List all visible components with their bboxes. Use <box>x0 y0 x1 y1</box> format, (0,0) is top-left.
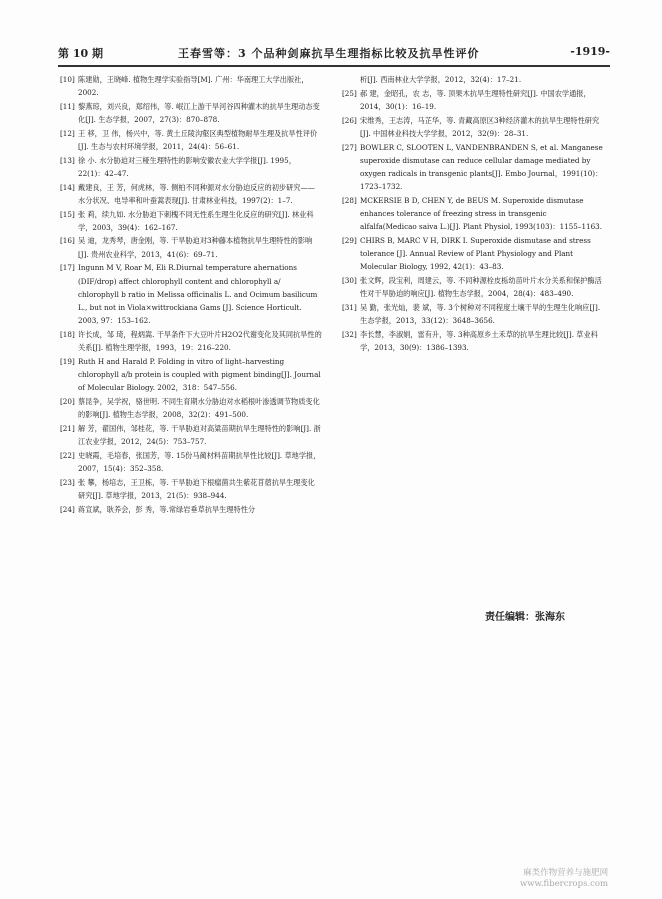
reference-item <box>60 100 322 126</box>
reference-item <box>60 181 322 207</box>
reference-number: [32] <box>342 329 357 339</box>
reference-item <box>60 355 322 395</box>
reference-text: 王 移，卫 伟，杨兴中，等. 黄土丘陵沟壑区典型植物耐旱生理及抗旱性评价[J]. 生态与农村环境学报，2011，24(4)：56–61. <box>78 128 318 152</box>
reference-item <box>60 422 322 448</box>
reference-text: BOWLER C, SLOOTEN L, VANDENBRANDEN S, et al. Manganese superoxide dismutase can reduce cellular damage mediated by oxygen radicals in transgenic plants[J]. Embo Journal，1991(10)：1723–1732. <box>360 142 603 192</box>
reference-item <box>60 154 322 180</box>
reference-text: 蔡昆争，吴学祝，骆世明. 不同生育期水分胁迫对水稻根叶渗透调节物质变化的影响[J]. 植物生态学报，2008，32(2)：491–500. <box>78 396 320 420</box>
issue-label: 第 10 期 <box>58 47 103 60</box>
reference-number: [26] <box>342 115 357 125</box>
reference-number: [11] <box>60 101 75 111</box>
watermark-line: www.fibercrops.com <box>520 879 609 889</box>
references-right-column <box>342 73 604 355</box>
references-left-column <box>60 73 322 516</box>
reference-number: [14] <box>60 182 75 192</box>
page-number: -1919- <box>570 45 610 58</box>
reference-number: [15] <box>60 209 75 219</box>
reference-text: 黎燕琼，刘兴良，郑绍伟，等. 岷江上游干旱河谷四种灌木的抗旱生理动态变化[J]. 生态学报，2007，27(3)：870–878. <box>78 101 320 125</box>
reference-item <box>60 503 322 516</box>
reference-number: [25] <box>342 88 357 98</box>
reference-text: 蒋宣斌，耿养会，彭 秀，等.常绿岩垂草抗旱生理特性分 <box>78 504 256 514</box>
reference-text: CHIRS B, MARC V H, DIRK I. Superoxide dismutase and stress tolerance [J]. Annual Review of Plant Physiology and Plant Molecular Biology, 1992, 42(1)：43–83. <box>360 235 591 272</box>
reference-number: [30] <box>342 276 357 286</box>
reference-number <box>342 73 360 86</box>
reference-item <box>342 73 604 86</box>
reference-item <box>60 127 322 153</box>
reference-number: [24] <box>60 504 75 514</box>
reference-item <box>60 234 322 260</box>
reference-text: Ingunn M V, Roar M, Eli R.Diurnal temperature ahernations (DIF/drop) affect chlorophyll content and chlorophyll a/ chlorophyll b ratio in Melissa officinalis L. and Ocimum basilicum L., but not in Viola×wittrockiana Gams [J]. Science Horticult. 2003, 97：153–162. <box>78 263 318 326</box>
reference-item <box>342 274 604 300</box>
reference-text: 李长慧，李淑娟，雷有升，等. 3种高原乡土禾草的抗旱生理比较[J]. 草业科学，2013，30(9)：1386–1393. <box>360 329 598 353</box>
reference-text: Ruth H and Harald P. Folding in vitro of light–harvesting chlorophyll a/b protein is coupled with pigment binding[J]. Journal of Molecular Biology. 2002，318：547–556. <box>78 356 321 393</box>
reference-text: 郝 建，金昭孔，农 志，等. 顶果木抗旱生理特性研究[J]. 中国农学通报，2014，30(1)：16–19. <box>360 88 591 111</box>
header-rule <box>58 65 610 67</box>
reference-text: 吴 勤，张光灿，裴 斌，等. 3个树种对不同程度土壤干旱的生理生化响应[J]. 生态学报，2013，33(12)：3648–3656. <box>360 302 601 326</box>
reference-number: [27] <box>342 142 357 152</box>
reference-item <box>342 234 604 274</box>
watermark-line: 麻类作物营养与施肥网 <box>523 868 609 878</box>
reference-number: [21] <box>60 423 75 433</box>
reference-number: [17] <box>60 263 75 273</box>
site-watermark <box>520 868 608 890</box>
reference-item <box>60 208 322 234</box>
reference-text: MCKERSIE B D, CHEN Y, de BEUS M. Superoxide dismutase enhances tolerance of freezing stress in transgenic alfalfa(Medicao saiva L.)[J]. Plant Physiol, 1993(103)：1155–1163. <box>360 195 603 232</box>
reference-text: 张 攀，杨培志，王卫栋，等. 干旱胁迫下根瘤菌共生紫花苜蓿抗旱生理变化研究[J]. 草地学报，2013，21(5)：938–944. <box>78 477 315 500</box>
reference-number: [29] <box>342 235 357 245</box>
reference-number: [16] <box>60 236 75 246</box>
reference-number: [20] <box>60 396 75 406</box>
reference-number: [12] <box>60 128 75 138</box>
reference-item <box>60 261 322 327</box>
reference-number: [31] <box>342 302 357 312</box>
article-title: 王春雪等：3 个品种剑麻抗旱生理指标比较及抗旱性评价 <box>178 47 480 60</box>
reference-number: [28] <box>342 195 357 205</box>
reference-text: 许长成，邹 琦，程炳嵩. 干旱条件下大豆叶片H2O2代谢变化及其同抗旱性的关系[J]. 植物生理学报，1993，19：216–220. <box>78 329 322 353</box>
reference-item <box>60 476 322 502</box>
reference-item <box>60 449 322 475</box>
reference-number: [23] <box>60 477 75 487</box>
reference-number: [10] <box>60 75 75 84</box>
responsible-editor: 责任编辑：张海东 <box>485 612 565 623</box>
reference-item <box>60 328 322 354</box>
reference-item <box>60 395 322 421</box>
reference-item <box>342 141 604 194</box>
reference-number: [18] <box>60 329 75 339</box>
reference-item <box>342 194 604 234</box>
reference-text: 解 芳，翟国伟，邹桂花，等. 干旱胁迫对高粱苗期抗旱生理特性的影响[J]. 浙江农业学报，2012，24(5)：753–757. <box>78 423 321 446</box>
reference-text: 史晓霞，毛培春，张国芳，等. 15份马蔺材料苗期抗旱性比较[J]. 草地学报，2007，15(4)：352–358. <box>78 450 321 473</box>
reference-item <box>60 73 322 99</box>
reference-text: 吴 迪，龙秀琴，唐金刚，等. 干旱胁迫对3种藤本植物抗旱生理特性的影响[J]. 贵州农业科学，2013，41(6)：69–71. <box>78 236 313 259</box>
reference-number: [22] <box>60 450 75 460</box>
reference-text: 宋维秀，王志涛，马芷华，等. 青藏高原区3种经济灌木的抗旱生理特性研究[J]. 中国林业科技大学学报，2012，32(9)：28–31. <box>360 115 600 138</box>
reference-item <box>342 114 604 140</box>
reference-text: 张 莉，续九如. 水分胁迫下刺槐不同无性系生理生化反应的研究[J]. 林业科学，2003，39(4)：162–167. <box>78 209 314 232</box>
reference-text: 张文辉，段宝利，周建云，等. 不同种源栓皮栎幼苗叶片水分关系和保护酶活性对干旱胁迫的响应[J]. 植物生态学报，2004，28(4)：483–490. <box>360 276 602 299</box>
reference-item <box>342 301 604 327</box>
reference-text: 戴建良，王 芳，何虎林，等. 侧柏不同种源对水分胁迫反应的初步研究——水分状况、电导率和叶蚕蒿表现[J]. 甘肃林业科技，1997(2)：1–7. <box>78 182 315 205</box>
reference-number: [19] <box>60 356 75 366</box>
reference-item <box>342 87 604 113</box>
reference-number: [13] <box>60 155 75 165</box>
reference-item <box>342 328 604 354</box>
reference-text: 徐 小. 水分胁迫对三桠生理特性的影响安徽农业大学学报[J]. 1995，22(1)：42–47. <box>78 155 296 178</box>
reference-text: 析[J]. 西南林业大学学报，2012，32(4)：17–21. <box>360 75 522 84</box>
reference-text: 陈建勋，王晓峰. 植物生理学实验指导[M]. 广州：华南理工大学出版社，2002. <box>78 75 309 98</box>
running-header <box>58 45 610 65</box>
